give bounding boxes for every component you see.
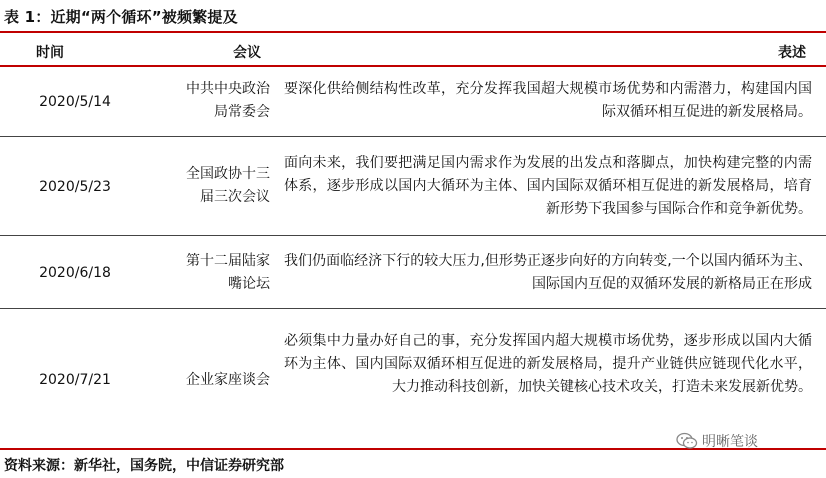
row-divider bbox=[0, 235, 826, 236]
row-statement: 要深化供给侧结构性改革，充分发挥我国超大规模市场优势和内需潜力，构建国内国际双循环相互促进的新发展格局。 bbox=[284, 81, 812, 120]
watermark bbox=[676, 431, 758, 451]
source-note: 资料来源：新华社，国务院，中信证券研究部 bbox=[4, 458, 284, 474]
row-date: 2020/5/23 bbox=[39, 179, 111, 195]
header-red-rule bbox=[0, 65, 826, 67]
header-statement: 表述 bbox=[778, 45, 806, 61]
row-date: 2020/7/21 bbox=[39, 372, 111, 388]
row-date: 2020/6/18 bbox=[39, 265, 111, 281]
header-meeting: 会议 bbox=[233, 45, 261, 61]
watermark-text: 明晰笔谈 bbox=[702, 434, 758, 450]
row-meeting: 中共中央政治 局常委会 bbox=[186, 81, 270, 120]
header-time: 时间 bbox=[36, 45, 64, 61]
table-title: 表 1：近期“两个循环”被频繁提及 bbox=[4, 8, 238, 26]
row-meeting: 第十二届陆家 嘴论坛 bbox=[186, 253, 270, 292]
row-divider bbox=[0, 136, 826, 137]
row-date: 2020/5/14 bbox=[39, 94, 111, 110]
top-red-rule bbox=[0, 31, 826, 33]
row-meeting: 企业家座谈会 bbox=[186, 372, 270, 388]
row-divider bbox=[0, 308, 826, 309]
wechat-icon bbox=[676, 432, 698, 450]
row-statement: 面向未来，我们要把满足国内需求作为发展的出发点和落脚点，加快构建完整的内需体系，逐步形成以国内大循环为主体、国内国际双循环相互促进的新发展格局，培育新形势下我国参与国际合作和竞争新优势。 bbox=[284, 155, 812, 217]
row-statement: 必须集中力量办好自己的事，充分发挥国内超大规模市场优势，逐步形成以国内大循环为主体、国内国际双循环相互促进的新发展格局，提升产业链供应链现代化水平，大力推动科技创新，加快关键核心技术攻关，打造未来发展新优势。 bbox=[284, 333, 812, 395]
row-meeting: 全国政协十三 届三次会议 bbox=[186, 166, 270, 205]
row-statement: 我们仍面临经济下行的较大压力,但形势正逐步向好的方向转变,一个以国内循环为主、国际国内互促的双循环发展的新格局正在形成 bbox=[284, 253, 812, 292]
